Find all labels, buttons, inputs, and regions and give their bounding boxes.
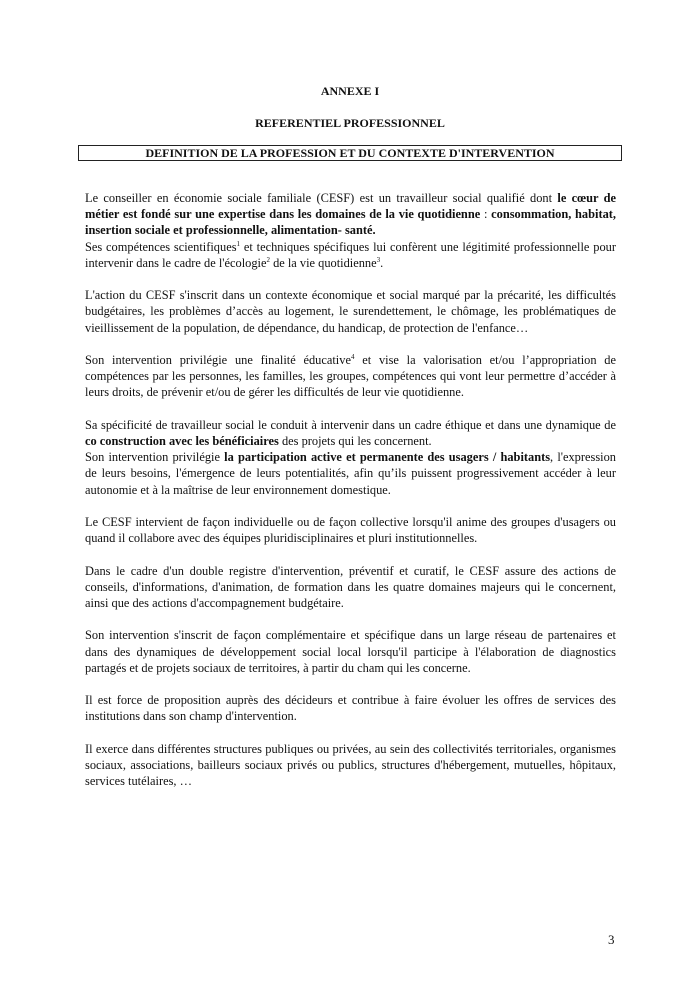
- footnote-ref-3: 3: [376, 255, 381, 264]
- paragraph-competences: Ses compétences scientifiques$^1$ et techniques spécifiques lui confèrent une légitimité professionnelle pour intervenir dans le cadre de l'écologie$^2$ de la vie quotidienne$^3$.: [85, 239, 616, 270]
- paragraph-network: Son intervention s'inscrit de façon complémentaire et spécifique dans un large réseau de partenaires et dans des dynamiques de développement social local lorsqu'il participe à l'élaboration de diagnostics partagés et de projets sociaux de territoires, à partir du cham qui les concerne.: [85, 628, 616, 675]
- referentiel-title: REFERENTIEL PROFESSIONNEL: [255, 116, 445, 130]
- paragraph-proposition: Il est force de proposition auprès des décideurs et contribue à faire évoluer les offres de services des institutions dans son champ d'intervention.: [85, 693, 616, 724]
- paragraph-context: L'action du CESF s'inscrit dans un contexte économique et social marqué par la précarité, les difficultés budgétaires, les problèmes d’accès au logement, le surendettement, le chômage, les problématiques de vieillissement de la population, de dépendance, du handicap, de protection de l'enfance…: [85, 288, 616, 335]
- annex-title: ANNEXE I: [320, 84, 380, 98]
- page-number: 3: [608, 932, 615, 947]
- paragraph-ethics: Sa spécificité de travailleur social le conduit à intervenir dans un cadre éthique et dans une dynamique de co construction avec les bénéficiaires des projets qui les concernent.: [85, 417, 616, 448]
- footnote-ref-4: 4: [350, 352, 355, 361]
- paragraph-structures: Il exerce dans différentes structures publiques ou privées, au sein des collectivités territoriales, organismes sociaux, associations, bailleurs sociaux privés ou publics, structures d'hébergement, mutuelles, hôpitaux, services tutélaires, …: [85, 741, 616, 789]
- footnote-ref-2: 2: [266, 255, 270, 264]
- body-text: [85, 190, 616, 806]
- footnote-ref-1: 1: [236, 239, 241, 248]
- paragraph-collective: Le CESF intervient de façon individuelle ou de façon collective lorsqu'il anime des groupes d'usagers ou quand il collabore avec des équipes pluridisciplinaires et pluri institutionnelles.: [85, 515, 616, 546]
- paragraph-registers: Dans le cadre d'un double registre d'intervention, préventif et curatif, le CESF assure des actions de conseils, d'informations, d'animation, de formation dans les quatre domaines majeurs qui le concernent, ainsi que des actions d'accompagnement budgétaire.: [85, 563, 616, 610]
- section-title-box: DEFINITION DE LA PROFESSION ET DU CONTEXTE D'INTERVENTION: [78, 145, 622, 161]
- paragraph-definition: Le conseiller en économie sociale familiale (CESF) est un travailleur social qualifié dont le cœur de métier est fondé sur une expertise dans les domaines de la vie quotidienne : consommation, habitat, insertion sociale et professionnelle, alimentation- santé.: [85, 191, 617, 238]
- paragraph-educative: Son intervention privilégie une finalité éducative$^4$ et vise la valorisation et/ou l’appropriation de compétences par les personnes, les familles, les groupes, compétences qui vont leur permettre d’accéder à leurs droits, de prévenir et/ou de gérer les difficultés de leur vie quotidienne.: [85, 352, 616, 400]
- paragraph-participation: Son intervention privilégie la participation active et permanente des usagers / habitants, l'expression de leurs besoins, l'émergence de leurs potentialités, afin qu’ils puissent progressivement accéder à leur autonomie et à la maîtrise de leur environnement domestique.: [85, 450, 616, 497]
